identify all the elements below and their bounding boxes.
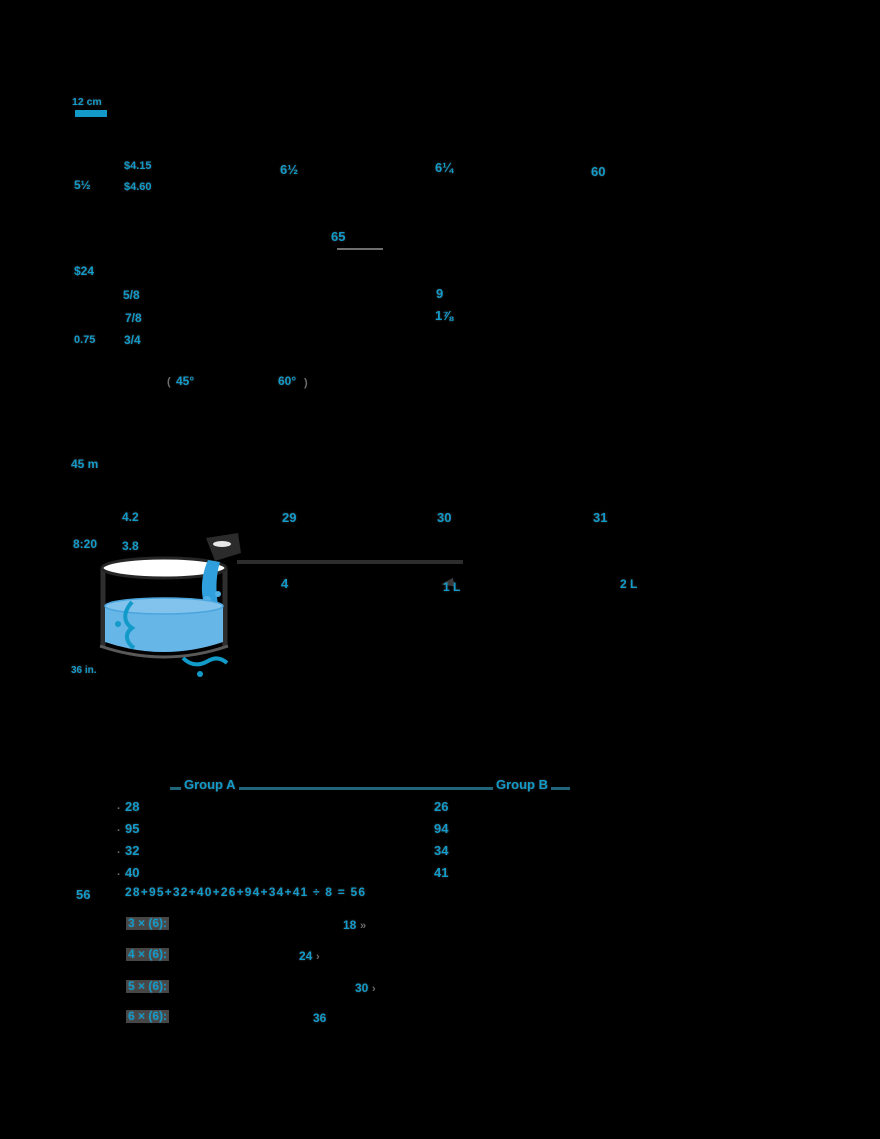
- beaker-answer-left: 4: [281, 576, 289, 591]
- answer-blank-line: [337, 248, 383, 250]
- table-header-right: Group B: [493, 778, 551, 792]
- paren-close-mark: ): [304, 377, 308, 389]
- matching-label-2: 4 × (6):: [128, 947, 168, 961]
- row-a-stack-top: $4.15: [124, 160, 152, 172]
- table-right-value: 94: [434, 821, 449, 836]
- matching-answer-2: 24: [299, 949, 313, 963]
- row-a-answer-2: 6¼: [435, 160, 454, 175]
- pouring-vessel: [206, 533, 241, 561]
- table-left-value: 32: [125, 843, 140, 858]
- row-b-stack-bottom: 3.8: [122, 539, 139, 553]
- row-a-answer-1: 6½: [280, 162, 299, 177]
- margin-answer-6: 8:20: [73, 537, 98, 551]
- fraction-answer-2: 7/8: [125, 311, 142, 325]
- liquid-surface: [105, 598, 223, 614]
- cyan-dot-mark: [197, 671, 203, 677]
- pouring-vessel-rim: [213, 541, 231, 547]
- margin-answer-3: $24: [74, 264, 95, 278]
- matching-answer-4: 36: [313, 1011, 327, 1025]
- row-tick: ·: [117, 825, 121, 837]
- blank-line-answer: 65: [331, 229, 346, 244]
- margin-answer-2: 5½: [74, 178, 91, 192]
- row-tick: ·: [117, 803, 121, 815]
- fraction-answer-3: 3/4: [124, 333, 141, 347]
- matching-answer-3: 30: [355, 981, 369, 995]
- answer-highlight-bar: [75, 110, 107, 117]
- matching-answer-1: 18: [343, 918, 357, 932]
- row-b-answer-1: 29: [282, 510, 297, 525]
- gray-mark: ›: [372, 983, 376, 995]
- table-left-value: 40: [125, 865, 140, 880]
- table-left-value: 28: [125, 799, 140, 814]
- table-left-value: 95: [125, 821, 140, 836]
- table-right-value: 41: [434, 865, 449, 880]
- paren-open-mark: (: [167, 376, 171, 388]
- cyan-underline-squiggle: [183, 658, 227, 664]
- row-tick: ·: [117, 869, 121, 881]
- beaker-answer-mid: 1 L: [443, 580, 461, 594]
- margin-answer-5: 45 m: [71, 457, 99, 471]
- gray-mark: ›: [316, 951, 320, 963]
- matching-label-1: 3 × (6):: [128, 916, 168, 930]
- cyan-tick-mark: [115, 621, 121, 627]
- degree-answer-1: 45°: [176, 374, 195, 388]
- margin-answer-7: 36 in.: [71, 665, 97, 676]
- row-b-answer-3: 31: [593, 510, 608, 525]
- beaker-illustration: [88, 528, 253, 678]
- fraction-answer-1: 5/8: [123, 288, 140, 302]
- right-stack-answer-2: 1⅞: [435, 308, 454, 323]
- row-a-answer-3: 60: [591, 164, 606, 179]
- table-right-value: 34: [434, 843, 449, 858]
- row-b-stack-top: 4.2: [122, 510, 139, 524]
- pointer-line: [237, 560, 463, 564]
- splash-drop: [215, 591, 221, 597]
- gray-mark: »: [360, 920, 367, 932]
- matching-label-4: 6 × (6):: [128, 1009, 168, 1023]
- row-a-stack-bottom: $4.60: [124, 181, 152, 193]
- right-stack-answer-1: 9: [436, 286, 444, 301]
- worked-equation: 28+95+32+40+26+94+34+41 ÷ 8 = 56: [125, 885, 367, 899]
- margin-answer-4: 0.75: [74, 334, 96, 346]
- degree-answer-2: 60°: [278, 374, 297, 388]
- row-b-answer-2: 30: [437, 510, 452, 525]
- table-header-left: Group A: [181, 778, 239, 792]
- table-right-value: 26: [434, 799, 449, 814]
- margin-answer-8: 56: [76, 887, 91, 902]
- matching-label-3: 5 × (6):: [128, 979, 168, 993]
- margin-answer-1: 12 cm: [72, 96, 102, 108]
- row-tick: ·: [117, 847, 121, 859]
- beaker-answer-right: 2 L: [620, 577, 638, 591]
